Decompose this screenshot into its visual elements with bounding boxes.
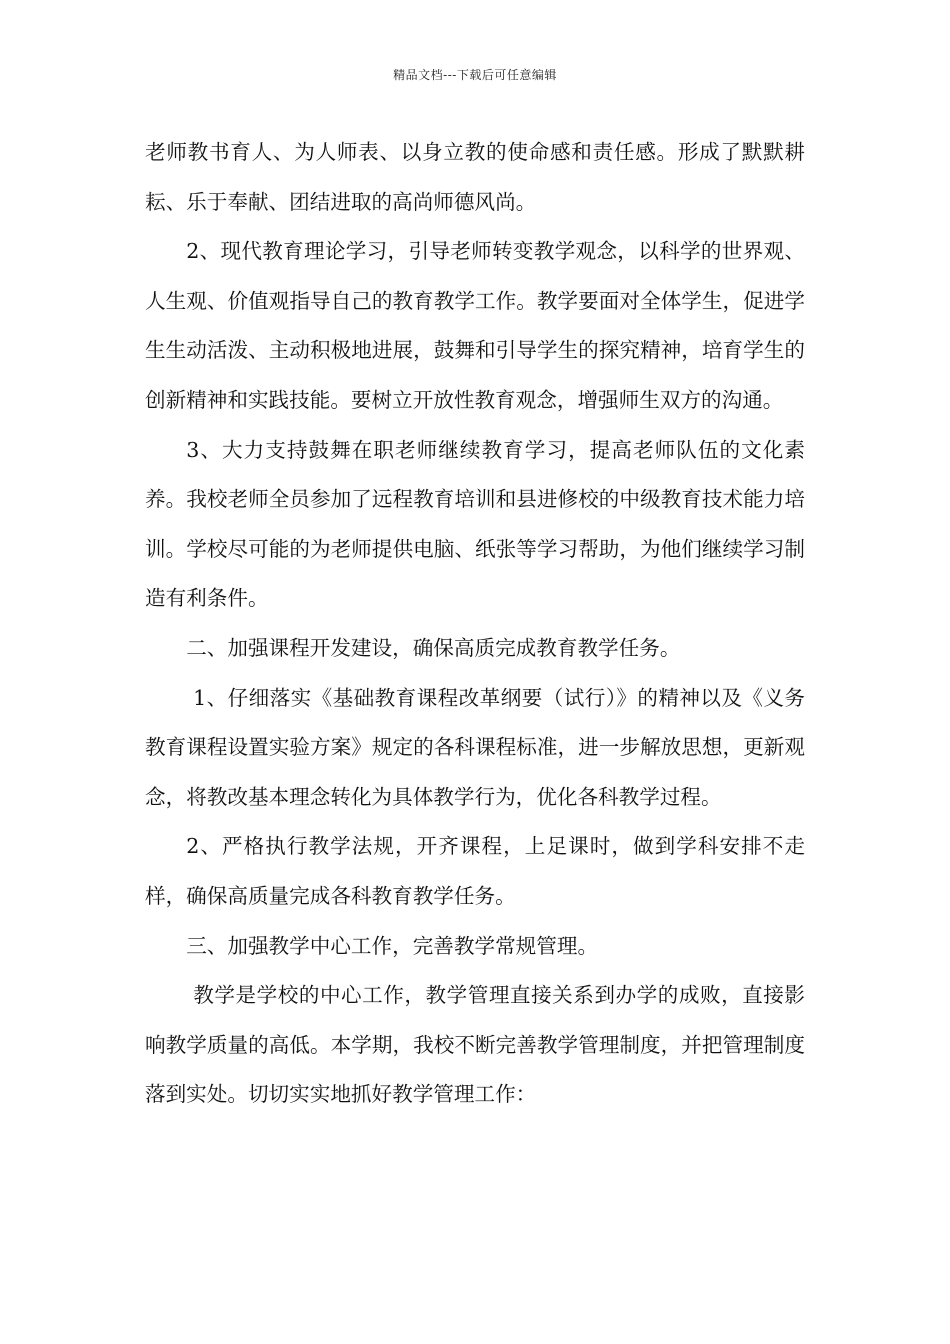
paragraph-8: 教学是学校的中心工作，教学管理直接关系到办学的成败，直接影响教学质量的高低。本学期，我校不断完善教学管理制度，并把管理制度落到实处。切切实实地抓好教学管理工作： — [145, 983, 806, 1107]
paragraph-5: 1、仔细落实《基础教育课程改革纲要（试行）》的精神以及《义务教育课程设置实验方案》规定的各科课程标准，进一步解放思想，更新观念，将教改基本理念转化为具体教学行为，优化各科教学过程。 — [145, 685, 806, 809]
section-heading-2: 二、加强课程开发建设，确保高质完成教育教学任务。 — [186, 635, 681, 660]
paragraph-2: 2、现代教育理论学习，引导老师转变教学观念，以科学的世界观、人生观、价值观指导自己的教育教学工作。教学要面对全体学生，促进学生生动活泼、主动积极地进展，鼓舞和引导学生的探究精神，培育学生的创新精神和实践技能。要树立开放性教育观念，增强师生双方的沟通。 — [145, 239, 805, 412]
document-body — [145, 128, 805, 1120]
paragraph-6: 2、严格执行教学法规，开齐课程，上足课时，做到学科安排不走样，确保高质量完成各科教育教学任务。 — [145, 834, 805, 908]
paragraph-3: 3、大力支持鼓舞在职老师继续教育学习，提高老师队伍的文化素养。我校老师全员参加了远程教育培训和县进修校的中级教育技术能力培训。学校尽可能的为老师提供电脑、纸张等学习帮助，为他们继续学习制造有利条件。 — [145, 437, 805, 611]
section-heading-3: 三、加强教学中心工作，完善教学常规管理。 — [186, 933, 599, 958]
page-header: 精品文档---下载后可任意编辑 — [393, 68, 557, 82]
paragraph-1: 老师教书育人、为人师表、以身立教的使命感和责任感。形成了默默耕耘、乐于奉献、团结进取的高尚师德风尚。 — [145, 140, 805, 214]
